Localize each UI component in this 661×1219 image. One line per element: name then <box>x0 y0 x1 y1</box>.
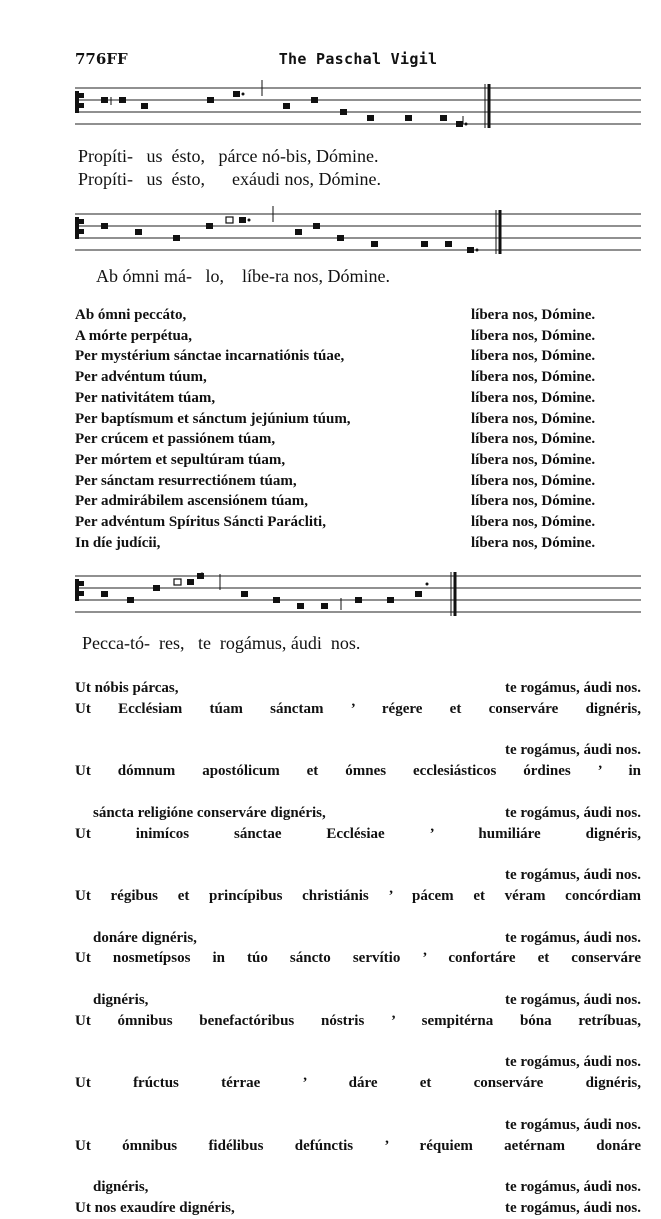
chant-lyric-3: Pecca-tó- res, te rogámus, áudi nos. <box>82 633 361 653</box>
list-item: Ut Ecclésiam túam sánctam ’ régere et conserváre dignéris, te rogámus, áudi nos. <box>75 700 641 759</box>
list-item: Per crúcem et passiónem túam, líbera nos, Dómine. <box>75 431 596 448</box>
chant-staff-2 <box>75 206 641 256</box>
chant-staff-1 <box>75 80 641 130</box>
running-head <box>75 50 641 72</box>
list-item: Per admirábilem ascensiónem túam, líbera nos, Dómine. <box>75 493 596 510</box>
list-item: Ut frúctus térrae ’ dáre et conserváre dignéris, te rogámus, áudi nos. <box>75 1075 641 1133</box>
list-item: Ab ómni peccáto, líbera nos, Dómine. <box>75 307 596 323</box>
list-item: Per mystérium sánctae incarnatiónis túae, líbera nos, Dómine. <box>75 348 596 365</box>
list-item: Per advéntum Spíritus Sáncti Parácliti, líbera nos, Dómine. <box>75 514 596 531</box>
list-item: Ut régibus et princípibus christiánis ’ pácem et véram concórdiam donáre dignéris, te rogámus, áudi nos. <box>75 887 641 946</box>
chant-staff-3 <box>75 568 641 618</box>
chant-lyric-1b: Propíti- us ésto, exáudi nos, Dómine. <box>78 169 381 189</box>
list-item: Per sánctam resurrectiónem túam, líbera nos, Dómine. <box>75 472 596 489</box>
list-item: Ut dómnum apostólicum et ómnes ecclesiásticos órdines ’ in sáncta religióne conserváre dignéris, te rogámus, áudi nos. <box>75 763 641 821</box>
list-item: Ut nos exaudíre dignéris, te rogámus, áudi nos. <box>75 1199 641 1216</box>
prayers-block <box>75 678 641 1219</box>
list-item: Ut nóbis párcas, te rogámus, áudi nos. <box>75 680 641 696</box>
page-title: The Paschal Vigil <box>278 50 438 68</box>
list-item: Ut nosmetípsos in túo sáncto servítio ’ confortáre et conserváre dignéris, te rogámus, áudi nos. <box>75 950 641 1008</box>
list-item: Ut ómnibus fidélibus defúnctis ’ réquiem aetérnam donáre dignéris, te rogámus, áudi nos. <box>75 1137 641 1196</box>
list-item: Ut ómnibus benefactóribus nóstris ’ sempitérna bóna retríbuas, te rogámus, áudi nos. <box>75 1012 641 1071</box>
list-item: Per nativitátem túam, líbera nos, Dómine. <box>75 389 596 406</box>
chant-lyric-1a: Propíti- us ésto, párce nó-bis, Dómine. <box>78 146 379 166</box>
page-number: 776FF <box>75 50 128 68</box>
chant-lyric-2: Ab ómni má- lo, líbe-ra nos, Dómine. <box>96 266 390 286</box>
list-item: Per baptísmum et sánctum jejúnium túum, líbera nos, Dómine. <box>75 410 596 427</box>
litany-block <box>75 305 641 553</box>
list-item: Per mórtem et sepultúram túam, líbera nos, Dómine. <box>75 451 596 468</box>
list-item: A mórte perpétua, líbera nos, Dómine. <box>75 327 596 344</box>
list-item: Per advéntum túum, líbera nos, Dómine. <box>75 369 596 386</box>
list-item: Ut inimícos sánctae Ecclésiae ’ humiliáre dignéris, te rogámus, áudi nos. <box>75 825 641 884</box>
list-item: In díe judícii, líbera nos, Dómine. <box>75 534 596 551</box>
